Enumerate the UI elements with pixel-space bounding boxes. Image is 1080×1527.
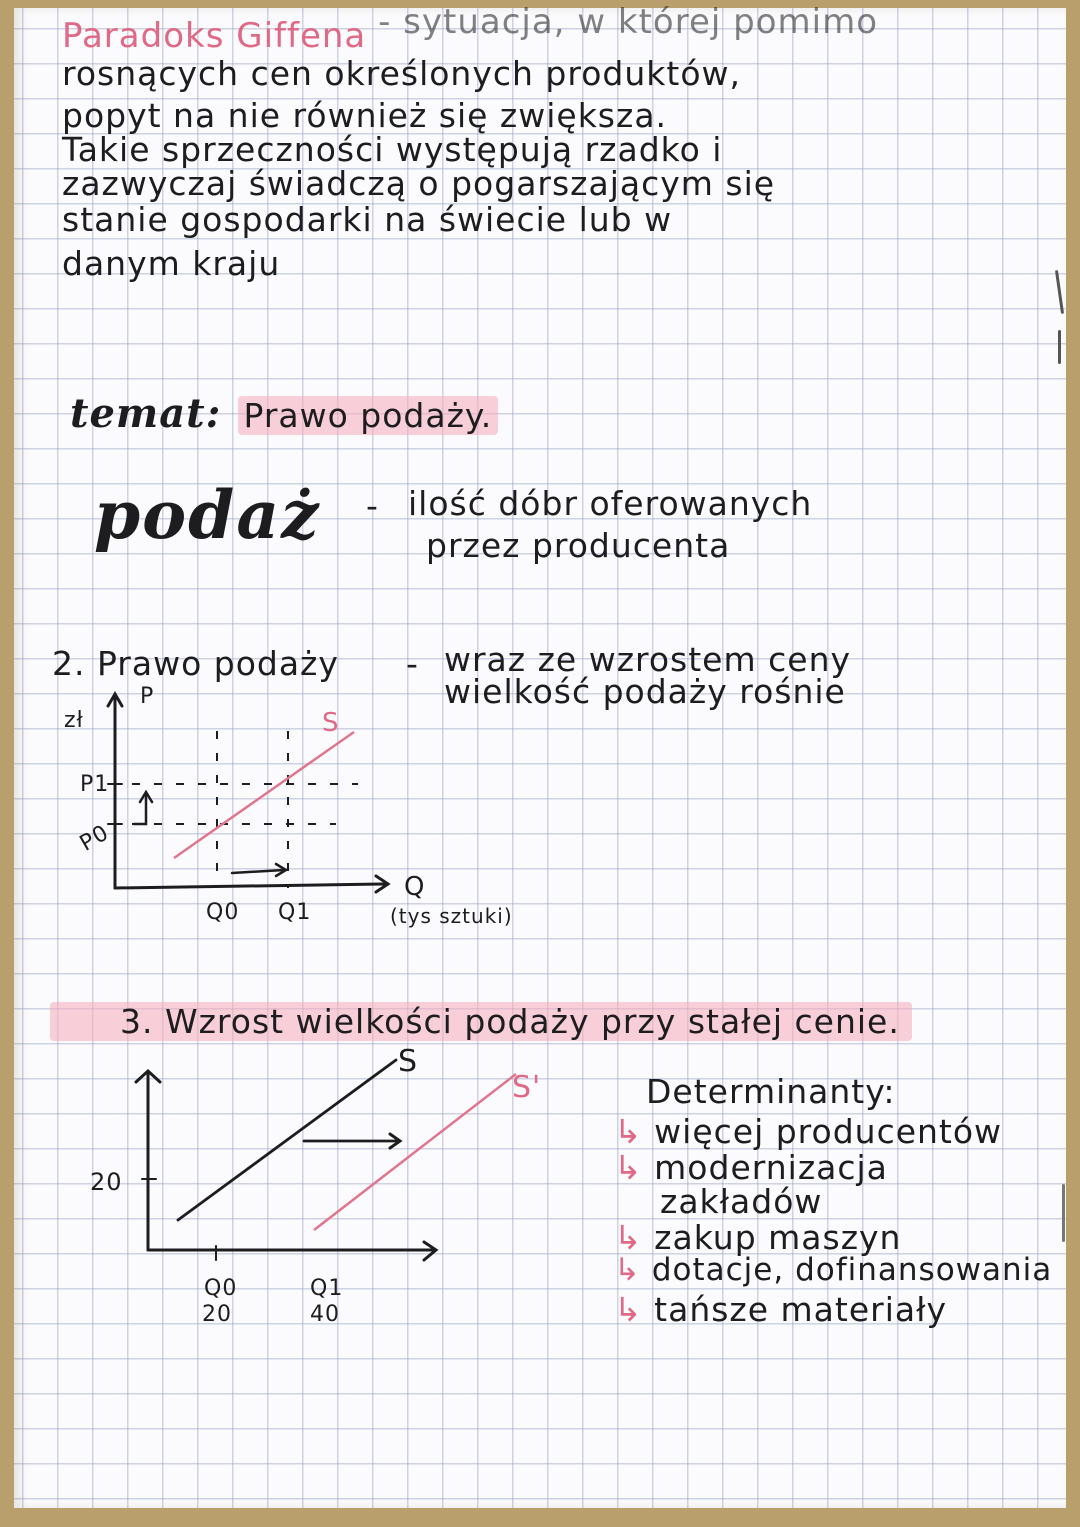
giffen-line-3: Takie sprzeczności występują rzadko i <box>62 130 723 169</box>
graph2-q0-value: 20 <box>202 1302 232 1327</box>
notebook-page <box>14 2 1066 1508</box>
giffen-line-4: zazwyczaj świadczą o pogarszającym się <box>62 164 776 203</box>
determinant-item: ↳ tańsze materiały <box>614 1290 948 1329</box>
determinant-item: ↳ więcej producentów <box>614 1112 1003 1151</box>
graph2-curve-s-prime-label: S' <box>512 1070 542 1105</box>
giffen-title: Paradoks Giffena <box>62 16 367 56</box>
graph1-p1-label: P1 <box>80 772 110 797</box>
determinant-item: ↳ zakup maszyn <box>614 1218 902 1257</box>
topic-value: Prawo podaży. <box>238 396 499 435</box>
graph1-curve-label: S <box>322 708 340 738</box>
graph2-y-tick-label: 20 <box>90 1168 123 1196</box>
determinant-item: ↳ modernizacja <box>614 1148 888 1187</box>
bullet-arrow-icon: ↳ <box>614 1112 643 1151</box>
definition-line-1: ilość dóbr oferowanych <box>408 484 813 523</box>
giffen-title-cut-text: - sytuacja, w której pomimo <box>378 2 879 42</box>
bullet-arrow-icon: ↳ <box>614 1252 641 1288</box>
bullet-arrow-icon: ↳ <box>614 1218 643 1257</box>
giffen-line-6: danym kraju <box>62 244 281 283</box>
determinant-item-continuation: zakładów <box>660 1182 823 1221</box>
graph1-x-axis-label: Q <box>404 872 426 902</box>
determinants-title: Determinanty: <box>646 1072 896 1111</box>
law-line-2: wielkość podaży rośnie <box>444 672 846 711</box>
graph1-x-unit: (tys sztuki) <box>390 904 513 928</box>
giffen-line-5: stanie gospodarki na świecie lub w <box>62 200 673 239</box>
bullet-arrow-icon: ↳ <box>614 1290 643 1329</box>
graph2-q1-label: Q1 <box>310 1276 344 1301</box>
graph2-curve-s-label: S <box>398 1044 419 1079</box>
graph1-p0-label: P0 <box>75 820 114 857</box>
definition-line-2: przez producenta <box>426 526 731 565</box>
topic-label: temat: <box>70 390 222 437</box>
law-line-1: wraz ze wzrostem ceny <box>444 640 852 679</box>
graph2-q1-value: 40 <box>310 1302 340 1327</box>
graph1-q0-label: Q0 <box>206 900 240 925</box>
graph2-q0-label: Q0 <box>204 1276 238 1301</box>
section3-heading: 3. Wzrost wielkości podaży przy stałej cenie. <box>50 1002 912 1041</box>
law-heading: 2. Prawo podaży <box>52 644 339 683</box>
margin-mark <box>1058 330 1061 364</box>
giffen-line-2: popyt na nie również się zwiększa. <box>62 96 668 135</box>
definition-dash: - <box>366 486 379 525</box>
graph1-y-axis-label: P <box>140 684 155 709</box>
law-dash: - <box>406 644 419 683</box>
definition-term: podaż <box>94 476 321 554</box>
bullet-arrow-icon: ↳ <box>614 1148 643 1187</box>
graph1-q1-label: Q1 <box>278 900 312 925</box>
graph1-y-unit: zł <box>64 708 84 733</box>
giffen-line-1: rosnących cen określonych produktów, <box>62 54 741 93</box>
margin-mark <box>1062 1184 1065 1242</box>
determinant-item: ↳ dotacje, dofinansowania <box>614 1252 1053 1288</box>
